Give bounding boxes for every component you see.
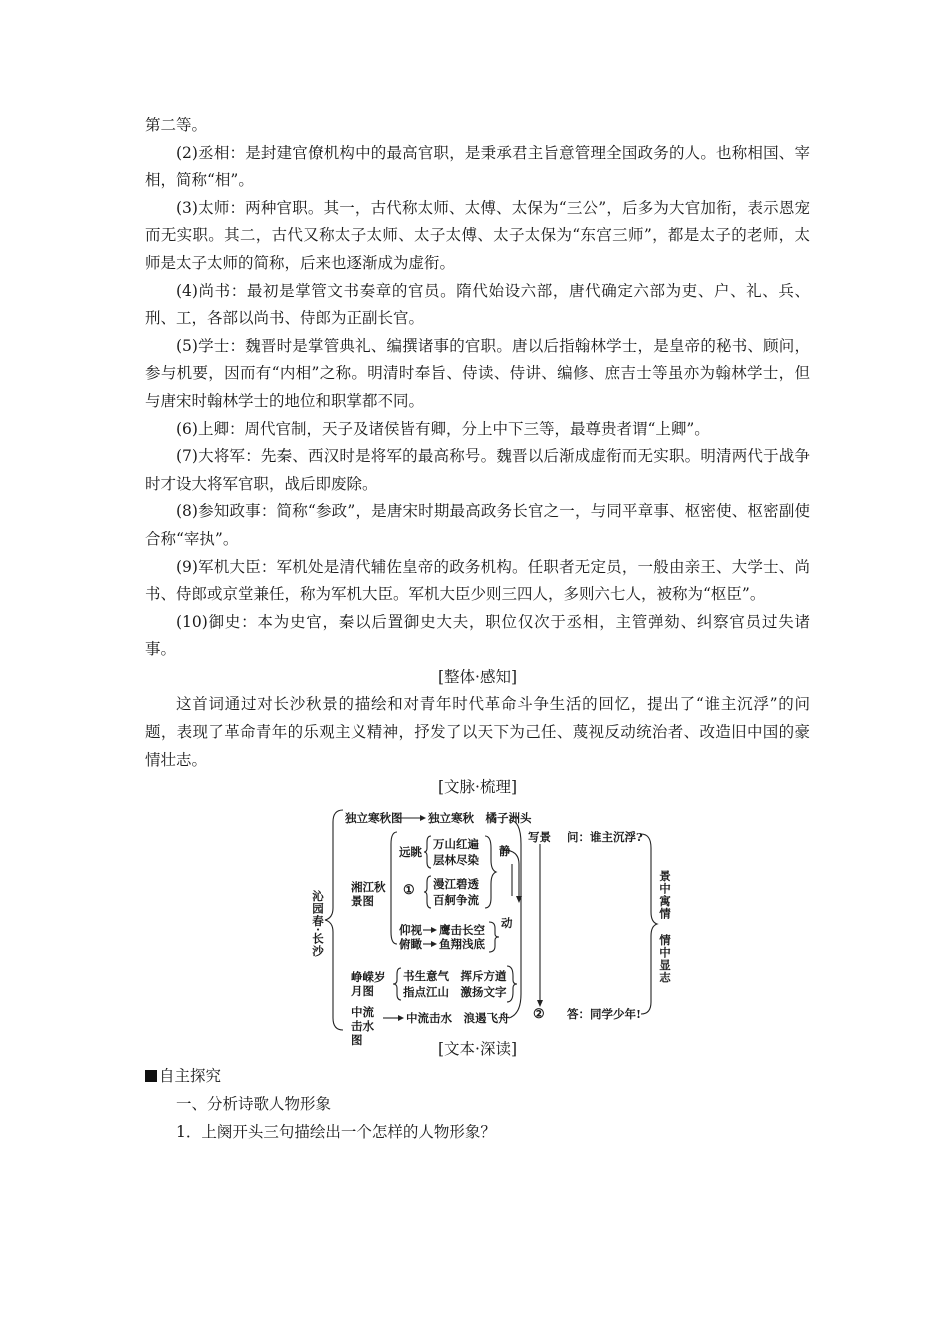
diagram-xiejing: 写景 [528,829,551,844]
diagram-blank1-line1: 漫江碧透 [433,876,479,891]
zizhu-label: 自主探究 [159,1067,222,1086]
diagram-jing: 静 [499,843,511,858]
paragraph-taishi: (3)太师：两种官职。其一，古代称太师、太傅、太保为“三公”，后多为大官加衔，表示恩宠而无实职。其二，古代又称太子太师、太子太傅、太子太保为“东宫三师”，都是太子的老师，太师是太子太师的简称，后来也逐渐成为虚衔。 [145,198,810,272]
section-heading-overview: [整体·感知] [437,667,518,686]
section-heading-outline: [文脉·梳理] [437,778,518,797]
diagram-b3-title: 峥嵘岁月图 [351,969,386,998]
paragraph-dajiangjun: (7)大将军：先秦、西汉时是将军的最高称号。魏晋以后渐成虚衔而无实职。明清两代于战争时才设大将军官职，战后即废除。 [145,447,810,493]
diagram-question: 问：谁主沉浮? [567,829,643,844]
diagram-yangshi: 仰视 [399,922,422,937]
diagram-blank-1: ① [403,882,415,898]
paragraph-yushi: (10)御史：本为史官，秦以后置御史大夫，职位仅次于丞相，主管弹劾、纠察官员过失诸事。 [145,612,810,659]
overview-paragraph: 这首词通过对长沙秋景的描绘和对青年时代革命斗争生活的回忆，提出了“谁主沉浮”的问题，表现了革命青年的乐观主义精神，抒发了以天下为己任、蔑视反动统治者、改造旧中国的豪情壮志。 [145,695,810,769]
paragraph-0: 第二等。 [145,116,208,134]
diagram-answer: 答：同学少年! [567,1006,642,1021]
diagram-yuantiao: 远眺 [399,844,422,859]
zizhu-heading [145,1063,810,1091]
outline-diagram [145,804,810,1047]
diagram-yangshi-content: 鹰击长空 [439,922,485,937]
diagram-root: 沁园春·长沙 [311,889,325,958]
diagram-yuantiao-line2: 层林尽染 [433,852,479,867]
diagram-yuantiao-line1: 万山红遍 [433,836,479,851]
paragraph-shangshu: (4)尚书：最初是掌管文书奏章的官员。隋代始设六部，唐代确定六部为吏、户、礼、兵、刑、工，各部以尚书、侍郎为正副长官。 [145,281,810,328]
diagram-b2-title: 湘江秋景图 [351,879,386,908]
diagram-right-1: 景中寓情 [658,869,672,920]
paragraph-xueshi: (5)学士：魏晋时是掌管典礼、编撰诸事的官职。唐以后指翰林学士，是皇帝的秘书、顾问，参与机要，因而有“内相”之称。明清时奉旨、侍读、侍讲、编修、庶吉士等虽亦为翰林学士，但与唐宋时翰林学士的地位和职掌都不同。 [145,336,810,410]
diagram-blank1-line2: 百舸争流 [433,892,479,907]
paragraph-shangqing: (6)上卿：周代官制，天子及诸侯皆有卿，分上中下三等，最尊贵者谓“上卿”。 [176,419,710,438]
diagram-b4-content: 中流击水 浪遏飞舟 [406,1010,510,1025]
square-bullet-icon [145,1070,157,1082]
document-body [145,112,810,1146]
diagram-blank-2: ② [533,1006,545,1022]
diagram-fukan: 俯瞰 [399,936,422,951]
paragraph-chengxiang: (2)丞相：是封建官僚机构中的最高官职，是秉承君主旨意管理全国政务的人。也称相国、宰相，简称“相”。 [145,143,810,190]
sub-heading: 一、分析诗歌人物形象 [176,1095,332,1114]
section-heading-deep-reading: [文本·深读] [437,1039,518,1058]
diagram-fukan-content: 鱼翔浅底 [439,936,485,951]
paragraph-canzhizhengshi: (8)参知政事：简称“参政”，是唐宋时期最高政务长官之一，与同平章事、枢密使、枢密副使合称“宰执”。 [145,502,810,548]
diagram-b3-line1: 书生意气 挥斥方遒 [403,968,507,983]
diagram-right-2: 情中显志 [658,933,672,984]
question-1: 1．上阕开头三句描绘出一个怎样的人物形象？ [176,1122,496,1141]
diagram-b3-line2: 指点江山 激扬文字 [403,984,507,999]
diagram-dong: 动 [501,915,513,930]
diagram-b4-title: 中流击水图 [351,1004,374,1047]
diagram-b1-title: 独立寒秋图 [345,810,403,825]
paragraph-junjidachen: (9)军机大臣：军机处是清代辅佐皇帝的政务机构。任职者无定员，一般由亲王、大学士、尚书、侍郎或京堂兼任，称为军机大臣。军机大臣少则三四人，多则六七人，被称为“枢臣”。 [145,557,810,604]
diagram-b1-content: 独立寒秋 橘子洲头 [428,810,532,825]
